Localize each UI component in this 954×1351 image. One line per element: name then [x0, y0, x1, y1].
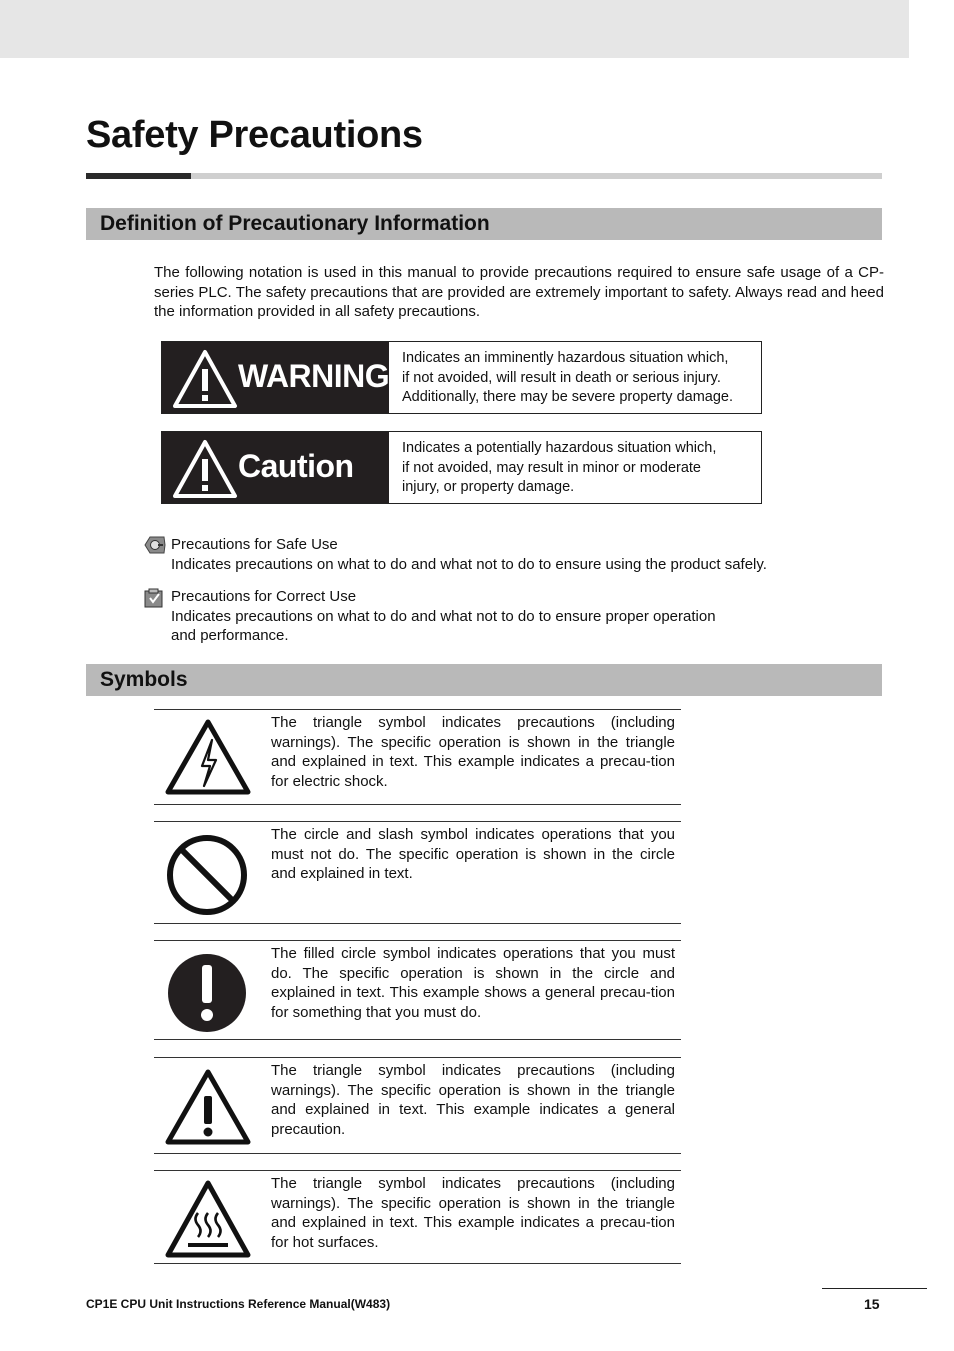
safe-use-note — [144, 535, 864, 575]
safe-use-title: Precautions for Safe Use — [171, 536, 338, 553]
symbol-row — [154, 821, 681, 924]
correct-use-text-line: and performance. — [171, 627, 289, 644]
section-heading: Definition of Precautionary Information — [100, 212, 490, 235]
header-band — [0, 0, 909, 58]
symbol-description: The filled circle symbol indicates operations that you must do. The specific operation is shown in the circle and explained in text. This example shows a general precau-tion for something that you must do. — [271, 945, 675, 1021]
symbol-row — [154, 1057, 681, 1154]
symbol-row — [154, 1170, 681, 1264]
warning-box — [161, 341, 762, 414]
section-heading: Symbols — [100, 668, 188, 691]
caution-label: Caution — [238, 448, 354, 484]
correct-use-title: Precautions for Correct Use — [171, 588, 357, 605]
mandatory-filled-circle-icon — [162, 951, 252, 1035]
warning-description — [402, 349, 757, 408]
caution-triangle-icon — [172, 439, 238, 499]
page-title: Safety Precautions — [86, 114, 423, 156]
section-heading-bar — [86, 664, 882, 696]
caution-description — [402, 439, 757, 498]
page-number: 15 — [864, 1296, 880, 1312]
footer-manual-title: CP1E CPU Unit Instructions Reference Manual(W483) — [86, 1297, 391, 1311]
correct-use-text-line: Indicates precautions on what to do and what not to do to ensure proper operation — [171, 607, 716, 625]
correct-use-icon — [144, 588, 164, 608]
warning-desc-line: Additionally, there may be severe property damage. — [402, 389, 733, 405]
section-heading-bar — [86, 208, 882, 240]
warning-label: WARNING — [238, 358, 390, 394]
caution-label-panel — [162, 432, 389, 503]
warning-triangle-icon — [172, 349, 238, 409]
symbol-row — [154, 940, 681, 1040]
safe-use-icon — [144, 536, 166, 554]
caution-desc-line: if not avoided, may result in minor or moderate — [402, 459, 701, 476]
caution-desc-line: injury, or property damage. — [402, 479, 575, 495]
title-rule-light — [191, 173, 882, 179]
caution-box — [161, 431, 762, 504]
safe-use-text: Indicates precautions on what to do and what not to do to ensure using the product safely. — [171, 555, 767, 573]
symbol-description: The triangle symbol indicates precautions (including warnings). The specific operation is shown in the triangle and explained in text. This example indicates a general precaution. — [271, 1062, 675, 1138]
caution-desc-line: Indicates a potentially hazardous situation which, — [402, 440, 717, 456]
hot-surface-triangle-icon — [162, 1177, 254, 1261]
warning-label-panel — [162, 342, 389, 413]
footer-rule — [822, 1288, 927, 1289]
symbol-description: The circle and slash symbol indicates operations that you must not do. The specific operation is shown in the circle and explained in text. — [271, 826, 675, 882]
symbol-description: The triangle symbol indicates precautions (including warnings). The specific operation is shown in the triangle and explained in text. This example indicates a precau-tion for electric shock. — [271, 714, 675, 790]
title-rule-dark — [86, 173, 191, 179]
correct-use-note — [144, 587, 864, 647]
general-caution-triangle-icon — [162, 1066, 254, 1148]
symbol-description: The triangle symbol indicates precautions (including warnings). The specific operation is shown in the triangle and explained in text. This example indicates a precau-tion for hot surfaces. — [271, 1175, 675, 1251]
symbol-row — [154, 709, 681, 805]
intro-paragraph: The following notation is used in this manual to provide precautions required to ensure safe usage of a CP-series PLC. The safety precautions that are provided are extremely important to safety. Always read and heed the information provided in all safety precautions. — [154, 264, 884, 320]
prohibition-circle-icon — [162, 832, 252, 918]
warning-desc-line: if not avoided, will result in death or serious injury. — [402, 369, 721, 386]
electric-shock-triangle-icon — [162, 716, 254, 798]
warning-desc-line: Indicates an imminently hazardous situation which, — [402, 350, 729, 366]
